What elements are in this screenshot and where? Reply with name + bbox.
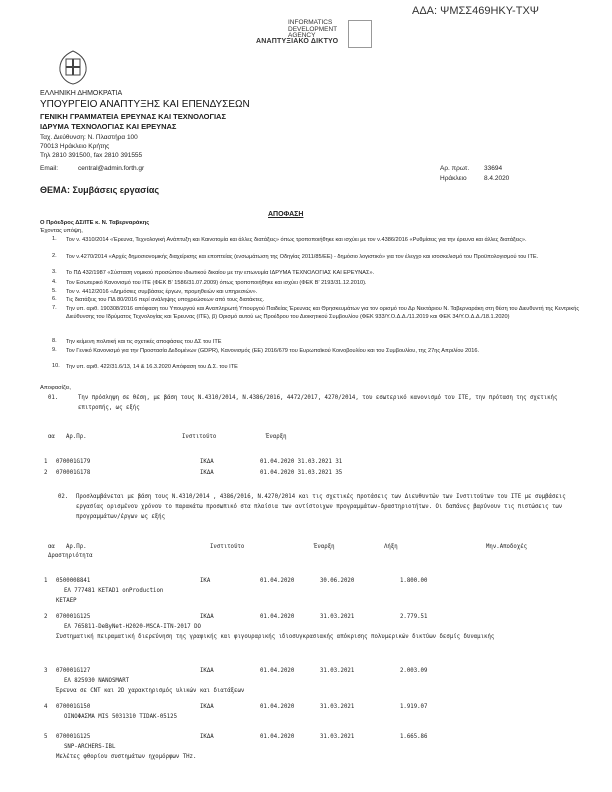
row-project-code: SNP-ARCHERS-IBL <box>64 744 116 750</box>
consideration-number: 1. <box>52 236 57 242</box>
consideration-number: 2. <box>52 253 57 259</box>
row-salary: 1.800.00 <box>400 578 428 584</box>
decision-title: ΑΠΟΦΑΣΗ <box>268 211 304 218</box>
row-salary: 1.665.86 <box>400 734 428 740</box>
table1-header-aa: αα <box>48 434 55 440</box>
consideration-number: 4. <box>52 279 57 285</box>
row-institute: ΙΚΑ <box>200 578 211 584</box>
consideration-number: 10. <box>52 363 60 369</box>
row-ar-pr: 070001G150 <box>56 704 91 710</box>
row-start: 01.04.2020 <box>260 734 295 740</box>
table2-header-arpr: Αρ.Πρ. <box>66 544 87 550</box>
ministry-label: ΥΠΟΥΡΓΕΙΟ ΑΝΑΠΤΥΞΗΣ ΚΑΙ ΕΠΕΝΔΥΣΕΩΝ <box>40 99 250 110</box>
row-start: 01.04.2020 <box>260 668 295 674</box>
consideration-text: Τον ν. 4412/2016 «Δημόσιες συμβάσεις έργων, προμηθειών και υπηρεσιών». <box>66 289 258 295</box>
row-institute: ΙΚΔΑ <box>200 459 214 465</box>
consideration-text: Την υπ. αριθ. 190308/2016 απόφαση του Υπουργού και Αναπληρωτή Υπουργού Παιδείας Έρευνας και Θρησκευμάτων για τον ορισμό του Δρ Νεκτάριου Ν. Ταβερναράκη στη θέση του Διευθυντή της Κεντρικής Διεύθυνσης του Ιδρύματος Τεχνολογίας και Έρευνας (ΙΤΕ), β) Ορισμό αυτού ως Προέδρου του Διοικητικού Συμβουλίου (ΦΕΚ 933/Υ.Ο.Δ.Δ./11.2019 και ΦΕΚ 34/Υ.Ο.Δ.Δ./18.1.2020) <box>66 306 580 321</box>
row-end: 30.06.2020 <box>320 578 355 584</box>
row-institute: ΙΚΔΑ <box>200 734 214 740</box>
row-activity: Έρευνα σε CNT και 2D χαρακτηρισμός υλικών και διατάξεων <box>56 688 245 694</box>
row-project-code: ΟΙΝΟΦΑΣΜΑ ΜΙS 5031310 TIDAK-05125 <box>64 714 177 720</box>
stamp-text: INFORMATICS DEVELOPMENT AGENCY <box>288 19 338 39</box>
consideration-text: Τον Γενικό Κανονισμό για την Προστασία Δεδομένων (GDPR), Κανονισμός (ΕΕ) 2016/679 του Ευρωπαϊκού Κοινοβουλίου και του Συμβουλίου, της 27ης Απριλίου 2016. <box>66 348 480 354</box>
consideration-number: 6. <box>52 296 57 302</box>
consideration-number: 5. <box>52 288 57 294</box>
section-02-number: 02. <box>58 494 69 500</box>
stamp-title: ΑΝΑΠΤΥΞΙΑΚΟ ΔΙΚΤΥΟ <box>256 38 339 45</box>
row-salary: 2.003.09 <box>400 668 428 674</box>
row-start: 01.04.2020 <box>260 614 295 620</box>
row-start: 01.04.2020 <box>260 578 295 584</box>
row-start: 01.04.2020 <box>260 704 295 710</box>
consideration-text: Τον Εσωτερικό Κανονισμό του ΙΤΕ (ΦΕΚ Β' 1586/31.07.2009) όπως τροποποιήθηκε και ισχύει (ΦΕΚ Β' 2193/31.12.2010). <box>66 280 367 286</box>
row-aa: 1 <box>44 578 48 584</box>
consideration-text: Το ΠΔ 432/1987 «Σύσταση νομικού προσώπου ιδιωτικού δικαίου με την επωνυμία ΙΔΡΥΜΑ ΤΕΧΝΟΛΟΓΙΑΣ ΚΑΙ ΕΡΕΥΝΑΣ». <box>66 270 375 276</box>
table2-header-institute: Ινστιτούτο <box>210 544 245 550</box>
consideration-text: Την υπ. αριθ. 422/31.6/13, 14 & 16.3.2020 Απόφαση του Δ.Σ. του ΙΤΕ <box>66 364 238 370</box>
row-aa: 2 <box>44 614 48 620</box>
consideration-number: 9. <box>52 347 57 353</box>
row-project-code: ΕΛ 765811-DeByNet-H2020-MSCA-ITN-2017 DO <box>64 624 201 630</box>
row-ar-pr: 070001G125 <box>56 734 91 740</box>
table2-header-start: Έναρξη <box>314 544 335 550</box>
table2-header-aa: αα <box>48 544 55 550</box>
consideration-number: 3. <box>52 269 57 275</box>
consideration-text: Την κείμενη πολιτική και τις σχετικές αποφάσεις του ΔΣ του ΙΤΕ <box>66 339 222 345</box>
consideration-text: Τον ν. 4310/2014 «Έρευνα, Τεχνολογική Ανάπτυξη και Καινοτομία και άλλες διατάξεις» όπως τροποποιήθηκε και ισχύει με τον ν.4386/2016 «Ρυθμίσεις για την έρευνα και άλλες διατάξεις». <box>66 237 527 243</box>
address-line-1: Ταχ. Διεύθυνση: Ν. Πλαστήρα 100 <box>40 134 138 141</box>
consideration-number: 7. <box>52 305 57 311</box>
email-address[interactable]: central@admin.forth.gr <box>78 165 145 172</box>
row-institute: ΙΚΔΑ <box>200 614 214 620</box>
row-ar-pr: 070001G125 <box>56 614 91 620</box>
row-dates: 01.04.2020 31.03.2021 35 <box>260 470 343 476</box>
email-label: Email: <box>40 165 59 172</box>
country-label: ΕΛΛΗΝΙΚΗ ΔΗΜΟΚΡΑΤΙΑ <box>40 90 123 97</box>
secretariat-label: ΓΕΝΙΚΗ ΓΡΑΜΜΑΤΕΙΑ ΕΡΕΥΝΑΣ ΚΑΙ ΤΕΧΝΟΛΟΓΙΑΣ <box>40 112 226 121</box>
protocol-label: Αρ. πρωτ. <box>440 165 470 172</box>
row-institute: ΙΚΔΑ <box>200 668 214 674</box>
consideration-text: Τον ν.4270/2014 «Αρχές δημοσιονομικής διαχείρισης και εποπτείας (ενσωμάτωση της Οδηγίας 2011/85/ΕΕ) - δημόσιο λογιστικό» για τον έλεγχο και ισοσκελισμό του Προϋπολογισμού του ΙΤΕ. <box>66 254 539 260</box>
decides-label: Αποφασίζει, <box>40 385 72 391</box>
place-label: Ηράκλειο <box>440 175 467 182</box>
consideration-text: Τις διατάξεις του ΠΔ 80/2016 περί ανάληψης υποχρεώσεων από τους διατάκτες. <box>66 297 265 303</box>
having-regard: Έχοντας υπόψη, <box>40 228 83 234</box>
row-ar-pr: 070001G127 <box>56 668 91 674</box>
greek-emblem-icon <box>56 49 90 85</box>
row-end: 31.03.2021 <box>320 734 355 740</box>
row-ar-pr: 070001G179 <box>56 459 91 465</box>
row-aa: 1 <box>44 459 48 465</box>
president-line: Ο Πρόεδρος ΔΣ/ΙΤΕ κ. Ν. Ταβερναράκης <box>40 220 150 226</box>
row-dates: 01.04.2020 31.03.2021 31 <box>260 459 343 465</box>
subject: ΘΕΜΑ: Συμβάσεις εργασίας <box>40 185 160 195</box>
row-project-code: ΕΛ 825930 NANOSMART <box>64 678 130 684</box>
consideration-number: 8. <box>52 338 57 344</box>
row-end: 31.03.2021 <box>320 614 355 620</box>
table1-header-arpr: Αρ.Πρ. <box>66 434 87 440</box>
address-line-2: 70013 Ηράκλειο Κρήτης <box>40 143 110 150</box>
ada-code: ΑΔΑ: ΨΜΣΣ469ΗΚΥ-ΤΧΨ <box>412 5 539 17</box>
row-activity: Συστηματική πειραματική διερεύνηση της γραφικής και φιγουραρικής ιδιοσυγκρασιακής απόκρισης πολυμερικών δικτύων δεσμίς δυναμικής <box>56 634 495 640</box>
section-01-text: Την πρόσληψη σε θέση, με βάση τους Ν.4310/2014, Ν.4386/2016, 4472/2017, 4270/2014, του εσωτερικό κανονισμό του ΙΤΕ, την πρόταση της σχετικής επιτροπής, ως εξής <box>78 395 558 411</box>
document-date: 8.4.2020 <box>484 175 510 182</box>
table1-header-institute: Ινστιτούτο <box>182 434 217 440</box>
table2-header-salary: Μην.Αποδοχές <box>486 544 528 550</box>
row-salary: 2.779.51 <box>400 614 428 620</box>
row-project-code: ΕΛ 777481 KETAD1 onProduction <box>64 588 164 594</box>
row-aa: 5 <box>44 734 48 740</box>
row-activity: Μελέτες φθορίου συστημάτων ηχομόρφων ΤΗz. <box>56 754 197 760</box>
row-aa: 3 <box>44 668 48 674</box>
row-aa: 2 <box>44 470 48 476</box>
row-salary: 1.919.07 <box>400 704 428 710</box>
row-activity: KETAEP <box>56 598 77 604</box>
stamp-box <box>348 20 372 48</box>
row-institute: ΙΚΔΑ <box>200 704 214 710</box>
row-end: 31.03.2021 <box>320 668 355 674</box>
table2-header-end: Λήξη <box>384 544 398 550</box>
protocol-number: 33694 <box>484 165 503 172</box>
row-ar-pr: 070001G178 <box>56 470 91 476</box>
row-institute: ΙΚΔΑ <box>200 470 214 476</box>
row-ar-pr: 0500008841 <box>56 578 91 584</box>
row-aa: 4 <box>44 704 48 710</box>
phone-fax: Τηλ 2810 391500, fax 2810 391555 <box>40 152 143 159</box>
row-end: 31.03.2021 <box>320 704 355 710</box>
foundation-label: ΙΔΡΥΜΑ ΤΕΧΝΟΛΟΓΙΑΣ ΚΑΙ ΕΡΕΥΝΑΣ <box>40 122 177 131</box>
section-01-number: 01. <box>48 395 59 401</box>
table1-header-start: Έναρξη <box>266 434 287 440</box>
section-02-text: Προσλαμβάνεται με βάση τους Ν.4310/2014 , 4386/2016, Ν.4270/2014 και τις σχετικές προτάσεις των Διευθυντών των Ινστιτούτων του ΙΤΕ με συμβάσεις εργασίας ορισμένου χρόνου το παρακάτω προσωπικό στα πλαίσια των αντίστοιχων προγραμμάτων-δραστηριοτήτων. Οι δαπάνες βαρύνουν τις πιστώσεις των προγραμμάτων/έργων ως εξής <box>76 494 566 520</box>
table2-subheader: Δραστηριότητα <box>48 553 93 559</box>
